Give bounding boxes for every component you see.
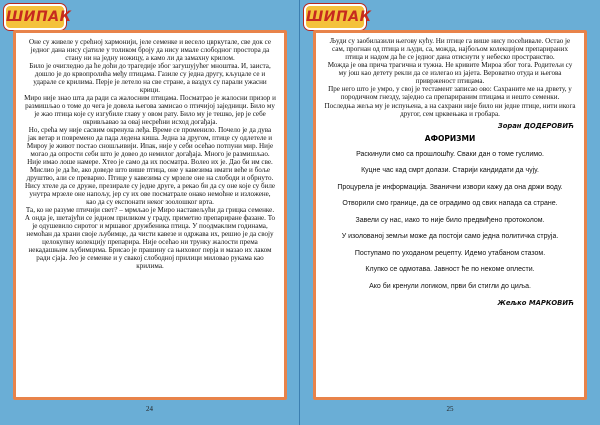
aphorism: Отворили смо границе, да се оградимо од свих напада са стране. xyxy=(342,200,558,208)
paragraph: Оне су живеле у срећној хармонији, јеле семенке и весело цвркутале, све док се једног дана нису сјатиле у толиком броју да нису имале слободног простора да стану ни на једну ножицу, а камо ли да замахну крилом. xyxy=(28,38,271,62)
left-text-frame xyxy=(13,30,287,400)
paragraph: Миро није знао шта да ради са жалосним птицама. Посматрао је жалосни призор и размишљао о томе до чега је довела његова замисао о птичијој заједници. Било му је жао птица које су изгубиле главу у овом рату. Било му је тешко, јер је себе окривљавао за овај несрећни исход догађаја. xyxy=(24,94,276,127)
author-signature: Зоран ДОДЕРОВИЋ xyxy=(497,121,574,130)
paragraph: А онда је, шетајући се једном приликом у граду, приметио препариране фазане. То је одушевило сиротог и мршавог дружбеника птица. У поодмаклим годинама, немоћан да храни своје љубимце, да чисти кавезе и одржава их, решио је да своју целокупну колекцију препарира. Није осећао ни трунку жалости према некадашњим љубимцима. Брисао је прашину са њиховог перја и мазао их лаком ради сјаја. Јео је семенке и у свакој слободној прилици миловао рукама као крилима. xyxy=(24,214,276,270)
magazine-logo: ШИПАК xyxy=(4,4,66,30)
paragraph: Људи су заобилазили његову кућу. Ни птице га више нису посећивале. Остао је сам, прогнан од птица и људи, са, можда, најбољом колекцијом препарираних птица и надом да ће се једног дана отиснути у небеско пространство. xyxy=(329,37,571,61)
aphorism: Раскинули смо са прошлошћу. Сваки дан о томе гуслимо. xyxy=(356,150,544,158)
magazine-logo: ШИПАК xyxy=(304,4,366,30)
paragraph: Но, срећа му није сасвим окренула леђа. Време се променило. Почело је да дува јак ветар и повремено да пада ледена киша. Једна за другом, птице су одлетеле и Мироу је живот постао сношљивији. Ипак, није у себи осећао потпуни мир. Није могао да опрости себи што је довео до немилог догађаја. Много је размишљао. Није имао лоше намере. Хтео је само да их посматра. Волео их је. Дао би им све. Мислио је да ће, ако доведе што више птица, оне у кавезима имати веће и боље друштво, али се преварио. Птице у кавезима су мрзеле оне на слободи и обрнуто. Нису хтеле да се друже, презирале су једне друге, а рекао би да су оне које су биле унутра мрзеле оне напољу, јер су их ове посматрале онако немоћне и изложене, као да су експонати неког зоолошког врта. xyxy=(24,126,276,206)
paragraph: Било је очигледно да ће доћи до трагедије због загушујућег мноштва. И, заиста, дошло је до крвопролића међу птицама. Газиле су једна другу, кљуцале се и ударале се крилима. Перје је летело на све стране, а ваздух су парали ужасни крици. xyxy=(29,62,271,94)
aphorism: У изолованој земљи може да постоји само једна политичка струја. xyxy=(341,233,559,241)
aphorism: Процурела је информација. Званични извори кажу да она држи воду. xyxy=(337,183,563,191)
right-text-frame xyxy=(313,30,587,400)
aphorism: Завели су нас, иако то није било предвиђено протоколом. xyxy=(355,216,545,224)
page-number-right: 25 xyxy=(446,405,454,413)
page-number-left: 24 xyxy=(146,405,153,413)
author-signature: Жељко МАРКОВИЋ xyxy=(497,299,574,308)
aphorism: Поступамо по уходаном рецепту. Идемо утабаном стазом. xyxy=(354,249,546,257)
paragraph: Можда је ова прича трагична и тужна. Не кривите Мироа због тога. Родитељи су му још као детету рекли да се излегао из јајета. Вероватно отуда и његова привржeност птицама. xyxy=(327,61,573,86)
right-story-text xyxy=(316,33,584,119)
aphorisms-heading: АФОРИЗМИ xyxy=(424,133,476,143)
aphorism: Ако би кренули логиком, први би стигли до циља. xyxy=(369,282,531,290)
paragraph: Последња жеља му је испуњена, а на сахрани није било ни једне птице, нити икога другог, сем црквењака и гробара. xyxy=(324,101,576,118)
left-story-text xyxy=(16,33,284,271)
aphorism: Куцне час кад смрт долази. Старији кандидати да чују. xyxy=(361,167,539,175)
right-page xyxy=(300,0,600,425)
paragraph: Та, ко не разуме птичији свет? – мрмљао је Миро наставељући да грицка семенке. xyxy=(25,206,275,215)
paragraph: Пре него што је умро, у свој је тестамент записао ово: Сахраните ме на дрвету, у породичном гнезду, заједно са препарираним птицама и нешто семенки. xyxy=(328,85,572,102)
aphorism: Клупко се одмотава. Јавност ће по некоме оплести. xyxy=(365,266,535,274)
